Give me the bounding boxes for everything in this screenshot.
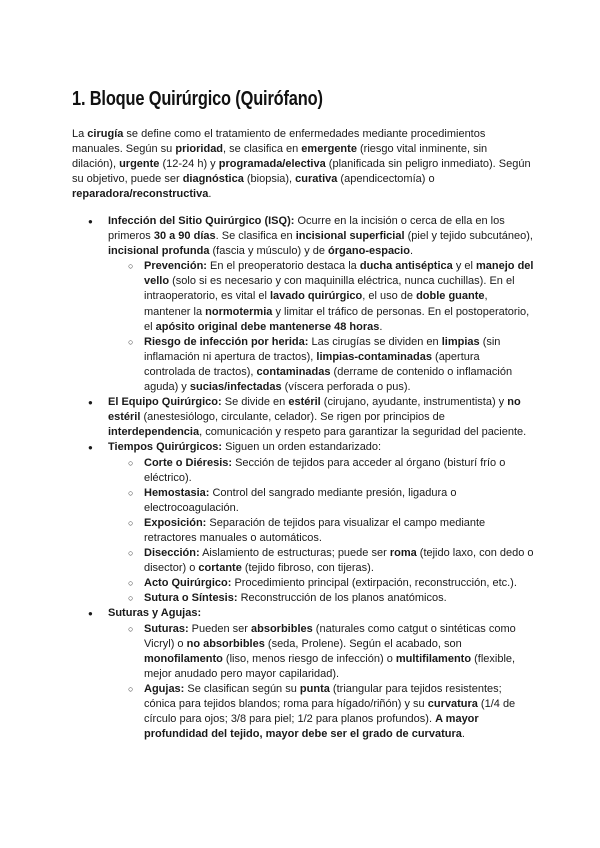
sub-list-item — [108, 335, 534, 395]
text-run: . — [379, 320, 383, 333]
bold-term: diagnóstica — [182, 173, 244, 186]
text-run: (tejido fibroso, con tijeras). — [241, 562, 374, 575]
bold-term: 30 a 90 días — [153, 230, 216, 243]
bold-term: órgano-espacio — [328, 245, 410, 258]
topic-list — [72, 214, 534, 742]
sub-list-item-text — [144, 486, 534, 516]
text-run: (12-24 h) y — [159, 158, 219, 171]
sub-list-item — [108, 546, 534, 576]
bold-term: Suturas y Agujas: — [108, 607, 202, 620]
bold-term: emergente — [301, 143, 357, 156]
text-run: (tejido laxo, con dedo o disector) o — [144, 547, 534, 575]
text-run: se define como el tratamiento de enfermedades mediante procedimientos manuales. Según su — [72, 128, 486, 156]
text-run: Se divide en — [221, 396, 289, 409]
sub-list-item — [108, 622, 534, 682]
bold-term: Acto Quirúrgico: — [144, 577, 232, 590]
text-run: (seda, Prolene). Según el acabado, son — [264, 637, 462, 650]
sub-list-item — [108, 259, 534, 334]
text-run: (anestesiólogo, circulante, celador). Se rigen por principios de — [140, 411, 445, 424]
sub-list-item — [108, 516, 534, 546]
text-run: , el uso de — [362, 290, 417, 303]
bold-term: ducha antiséptica — [359, 260, 453, 273]
bold-term: Sutura o Síntesis: — [144, 592, 238, 605]
text-run: (riesgo vital inminente, sin dilación), — [72, 143, 488, 171]
text-run: (flexible, mejor anudado pero mayor capilaridad). — [144, 652, 516, 680]
text-run: Aislamiento de estructuras; puede ser — [199, 547, 390, 560]
bold-term: limpias-contaminadas — [316, 350, 432, 363]
text-run: La — [72, 128, 88, 140]
bold-term: monofilamento — [144, 652, 223, 665]
bold-term: no estéril — [108, 396, 521, 424]
bold-term: normotermia — [205, 305, 273, 318]
text-run: . Se clasifica en — [215, 230, 296, 243]
bold-term: programada/electiva — [218, 158, 326, 171]
bold-term: Agujas: — [144, 682, 185, 695]
text-run: Reconstrucción de los planos anatómicos. — [237, 592, 447, 605]
text-run: Las cirugías se dividen en — [308, 335, 442, 348]
bold-term: multifilamento — [395, 652, 472, 665]
sub-list-item — [108, 591, 534, 606]
bold-term: El Equipo Quirúrgico: — [108, 396, 222, 409]
text-run: Separación de tejidos para visualizar el campo mediante retractores manuales o automáticos. — [144, 516, 486, 544]
bold-term: cirugía — [87, 128, 124, 140]
sub-list-item-text — [144, 335, 534, 395]
sub-list-item-text — [144, 546, 534, 576]
text-run: (apertura controlada de tractos), — [144, 350, 480, 378]
text-run: . — [461, 728, 465, 741]
bold-term: doble guante — [416, 290, 485, 303]
text-run: (solo si es necesario y con maquinilla eléctrica, nunca cuchillas). En el intraoperatorio, es vital el — [144, 275, 515, 303]
bold-term: Exposición: — [144, 516, 207, 529]
bold-term: roma — [389, 547, 417, 560]
sub-list — [108, 622, 534, 743]
bold-term: reparadora/reconstructiva — [72, 188, 209, 201]
sub-list-item — [108, 576, 534, 591]
text-run: Sección de tejidos para acceder al órgano (bisturí frío o eléctrico). — [144, 456, 506, 484]
sub-list — [108, 456, 534, 607]
text-run: (apendicectomía) o — [337, 173, 435, 186]
sub-list-item-text — [144, 259, 534, 334]
bold-term: Disección: — [144, 547, 200, 560]
text-run: Se clasifican según su — [184, 682, 300, 695]
intro-paragraph — [72, 127, 532, 202]
list-item-text — [108, 214, 534, 259]
bold-term: Suturas: — [144, 622, 189, 635]
bold-term: interdependencia — [108, 426, 200, 439]
text-run: (cirujano, ayudante, instrumentista) y — [320, 396, 508, 409]
sub-list-item-text — [144, 622, 534, 682]
bold-term: prioridad — [175, 143, 224, 156]
bold-term: contaminadas — [256, 365, 331, 378]
text-run: Ocurre en la incisión o cerca de ella en los primeros — [108, 215, 505, 243]
text-run: Siguen un orden estandarizado: — [222, 441, 382, 454]
text-run: (derrame de contenido o inflamación aguda) y — [144, 365, 513, 394]
bold-term: estéril — [288, 396, 321, 409]
bold-term: incisional superficial — [295, 230, 405, 243]
bold-term: curativa — [295, 173, 338, 186]
bold-term: Infección del Sitio Quirúrgico (ISQ): — [108, 215, 295, 227]
text-run: , se clasifica en — [223, 143, 302, 156]
sub-list-item — [108, 682, 534, 742]
text-run: . — [208, 188, 212, 201]
text-run: (piel y tejido subcutáneo), — [404, 230, 533, 243]
text-run: (víscera perforada o pus). — [281, 381, 411, 394]
bold-term: lavado quirúrgico — [269, 290, 363, 303]
bold-term: urgente — [119, 158, 160, 171]
page-title: 1. Bloque Quirúrgico (Quirófano) — [72, 88, 323, 110]
text-run: (1/4 de círculo para ojos; 3/8 para piel; 1/2 para planos profundos). — [144, 698, 516, 726]
sub-list-item — [108, 456, 534, 486]
bold-term: Corte o Diéresis: — [144, 456, 233, 469]
text-run: . — [409, 245, 414, 258]
text-run: y el — [452, 260, 476, 273]
bold-term: no absorbibles — [186, 637, 265, 650]
bold-term: curvatura — [427, 698, 478, 710]
text-run: En el preoperatorio destaca la — [206, 260, 360, 273]
text-run: Pueden ser — [188, 622, 251, 635]
list-item — [72, 395, 534, 440]
sub-list-item-text — [144, 456, 534, 486]
text-run: (fascia y músculo) y de — [209, 245, 329, 258]
text-run: (sin inflamación ni apertura de tractos), — [144, 335, 501, 363]
bold-term: cortante — [198, 562, 242, 575]
text-run: y limitar el tráfico de personas. En el postoperatorio, el — [144, 305, 530, 333]
sub-list — [108, 259, 534, 395]
text-run: (biopsia), — [243, 173, 296, 186]
list-item-text — [108, 440, 534, 455]
text-run: (naturales como catgut o sintéticas como Vicryl) o — [144, 622, 516, 650]
bold-term: sucias/infectadas — [189, 381, 282, 394]
bold-term: Prevención: — [144, 260, 207, 273]
bold-term: manejo del vello — [144, 260, 534, 288]
sub-list-item-text — [144, 576, 534, 591]
bold-term: incisional profunda — [108, 245, 210, 258]
list-item — [72, 606, 534, 742]
sub-list-item — [108, 486, 534, 516]
bold-term: Tiempos Quirúrgicos: — [108, 441, 223, 454]
text-run: Control del sangrado mediante presión, ligadura o electrocoagulación. — [144, 486, 457, 514]
text-run: (liso, menos riesgo de infección) o — [222, 652, 396, 665]
list-item-text — [108, 395, 534, 440]
text-run: , comunicación y respeto para garantizar la seguridad del paciente. — [199, 426, 527, 439]
text-run: (planificada sin peligro inmediato). Según su objetivo, puede ser — [72, 158, 531, 186]
bold-term: absorbibles — [251, 622, 313, 635]
bold-term: apósito original debe mantenerse 48 horas — [155, 320, 380, 333]
bold-term: limpias — [441, 335, 480, 348]
sub-list-item-text — [144, 591, 534, 606]
text-run: (triangular para tejidos resistentes; cónica para tejidos blandos; roma para hígado/riñón) y su — [144, 682, 502, 710]
bold-term: A mayor profundidad del tejido, mayor debe ser el grado de curvatura — [144, 713, 479, 741]
bold-term: Hemostasia: — [144, 486, 210, 499]
bold-term: punta — [299, 682, 330, 695]
list-item — [72, 440, 534, 606]
list-item-text — [108, 606, 534, 621]
bold-term: Riesgo de infección por herida: — [144, 335, 309, 348]
sub-list-item-text — [144, 682, 534, 742]
text-run: Procedimiento principal (extirpación, reconstrucción, etc.). — [231, 577, 517, 590]
sub-list-item-text — [144, 516, 534, 546]
text-run: , mantener la — [144, 290, 488, 318]
list-item — [72, 214, 534, 395]
